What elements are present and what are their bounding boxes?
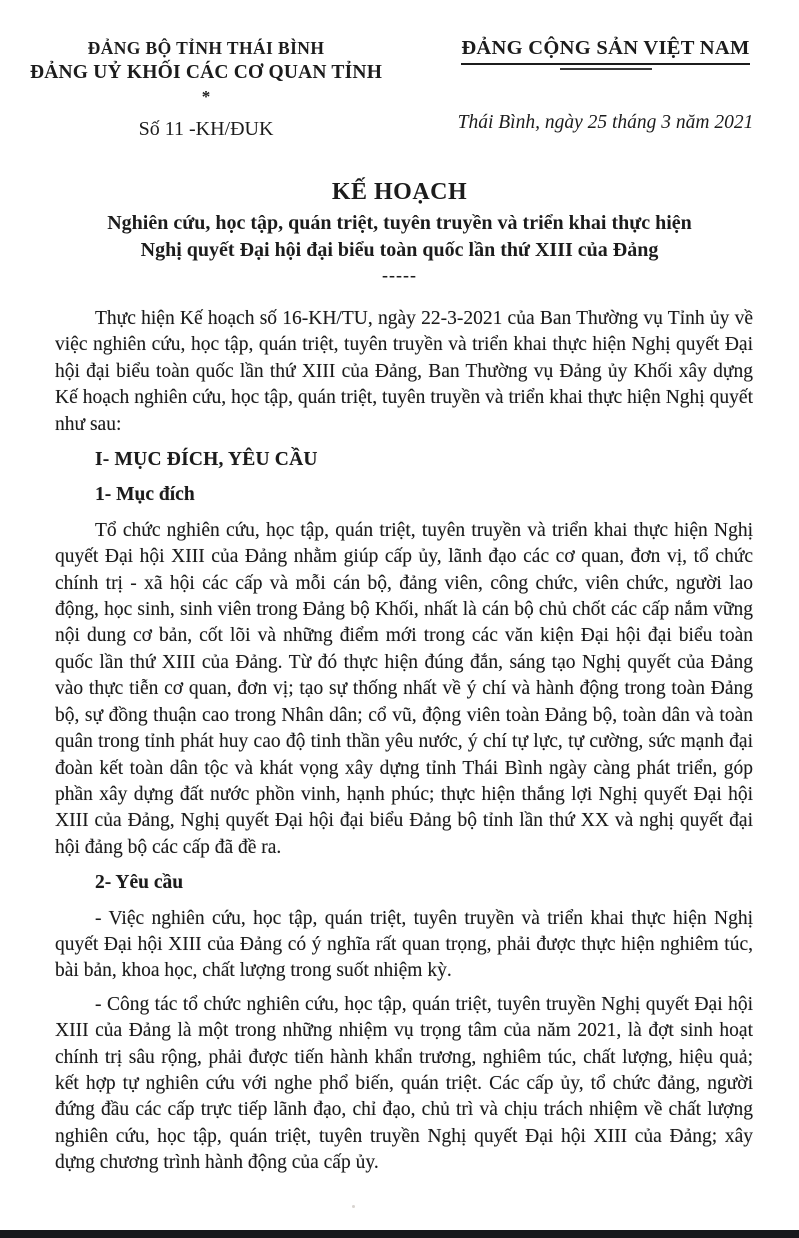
title-block — [0, 177, 799, 284]
party-header-block — [412, 36, 799, 141]
document-number: Số 11 -KH/ĐUK — [138, 118, 274, 140]
org-unit-name: ĐẢNG UỶ KHỐI CÁC CƠ QUAN TỈNH — [29, 62, 383, 83]
party-name-heading: ĐẢNG CỘNG SẢN VIỆT NAM — [461, 36, 749, 65]
title-separator: ----- — [382, 265, 417, 285]
document-subtitle-line1: Nghiên cứu, học tập, quán triệt, tuyên truyền và triển khai thực hiện — [107, 212, 692, 234]
document-header — [0, 0, 799, 141]
document-subtitle-line2: Nghị quyết Đại hội đại biểu toàn quốc lần thứ XIII của Đảng — [140, 239, 659, 261]
subsection-heading-requirements: 2- Yêu cầu — [95, 872, 184, 894]
document-title: KẾ HOẠCH — [331, 179, 468, 205]
scan-artifact-speck — [352, 1205, 355, 1208]
intro-paragraph: Thực hiện Kế hoạch số 16-KH/TU, ngày 22-3-2021 của Ban Thường vụ Tỉnh ủy về việc nghiên cứu, học tập, quán triệt, tuyên truyền và triển khai thực hiện Nghị quyết Đại hội đại biểu toàn quốc lần thứ XIII của Đảng, Ban Thường vụ Đảng ủy Khối xây dựng Kế hoạch nghiên cứu, học tập, quán triệt, tuyên truyền và triển khai thực hiện Nghị quyết như sau: — [55, 308, 753, 435]
org-parent-name: ĐẢNG BỘ TỈNH THÁI BÌNH — [87, 38, 325, 58]
requirement-paragraph-1: - Việc nghiên cứu, học tập, quán triệt, tuyên truyền và triển khai thực hiện Nghị quyết Đại hội XIII của Đảng có ý nghĩa rất quan trọng, phải được thực hiện nghiêm túc, bài bản, khoa học, chất lượng trong suốt nhiệm kỳ. — [55, 907, 753, 982]
purpose-paragraph: Tổ chức nghiên cứu, học tập, quán triệt, tuyên truyền và triển khai thực hiện Nghị quyết Đại hội XIII của Đảng nhằm giúp cấp ủy, lãnh đạo các cơ quan, đơn vị, tổ chức chính trị - xã hội các cấp và mỗi cán bộ, đảng viên, công chức, viên chức, người lao động, học sinh, sinh viên trong Đảng bộ Khối, nhất là cán bộ chủ chốt các cấp nắm vững nội dung cơ bản, cốt lõi và những điểm mới trong các văn kiện Đại hội đại biểu toàn quốc lần thứ XIII của Đảng. Từ đó thực hiện đúng đắn, sáng tạo Nghị quyết của Đảng vào thực tiễn cơ quan, đơn vị; tạo sự thống nhất về ý chí và hành động trong toàn Đảng bộ, sự đồng thuận cao trong Nhân dân; cổ vũ, động viên toàn Đảng bộ, toàn dân và toàn quân trong tỉnh phát huy cao độ tinh thần yêu nước, ý chí tự lực, tự cường, sức mạnh đại đoàn kết toàn dân tộc và khát vọng xây dựng tỉnh Thái Bình ngày càng phát triển, góp phần xây dựng đất nước phồn vinh, hạnh phúc; thực hiện thắng lợi Nghị quyết Đại hội XIII của Đảng, Nghị quyết Đại hội đại biểu Đảng bộ tỉnh lần thứ XX và nghị quyết đại hội đảng bộ các cấp đã đề ra. — [55, 519, 753, 858]
underline-fragment — [560, 68, 652, 70]
document-body — [55, 306, 753, 1177]
requirement-paragraph-2: - Công tác tổ chức nghiên cứu, học tập, quán triệt, tuyên truyền Nghị quyết Đại hội XIII của Đảng là một trong những nhiệm vụ trọng tâm của năm 2021, là đợt sinh hoạt chính trị sâu rộng, phải được tiến hành khẩn trương, nghiêm túc, chất lượng, hiệu quả; kết hợp tự nghiên cứu với nghe phổ biến, quán triệt. Các cấp ủy, tổ chức đảng, người đứng đầu các cấp trực tiếp lãnh đạo, chỉ đạo, chủ trì và chịu trách nhiệm về chất lượng nghiên cứu, học tập, quán triệt, tuyên truyền Nghị quyết Đại hội XIII của Đảng; xây dựng chương trình hành động của cấp ủy. — [55, 993, 753, 1174]
subsection-heading-purpose: 1- Mục đích — [95, 484, 195, 506]
star-separator: * — [201, 87, 211, 106]
scan-bottom-bar — [0, 1230, 799, 1238]
issuing-org-block — [0, 36, 412, 141]
section-heading-purpose-requirements: I- MỤC ĐÍCH, YÊU CẦU — [95, 449, 318, 471]
place-and-date: Thái Bình, ngày 25 tháng 3 năm 2021 — [457, 112, 754, 133]
